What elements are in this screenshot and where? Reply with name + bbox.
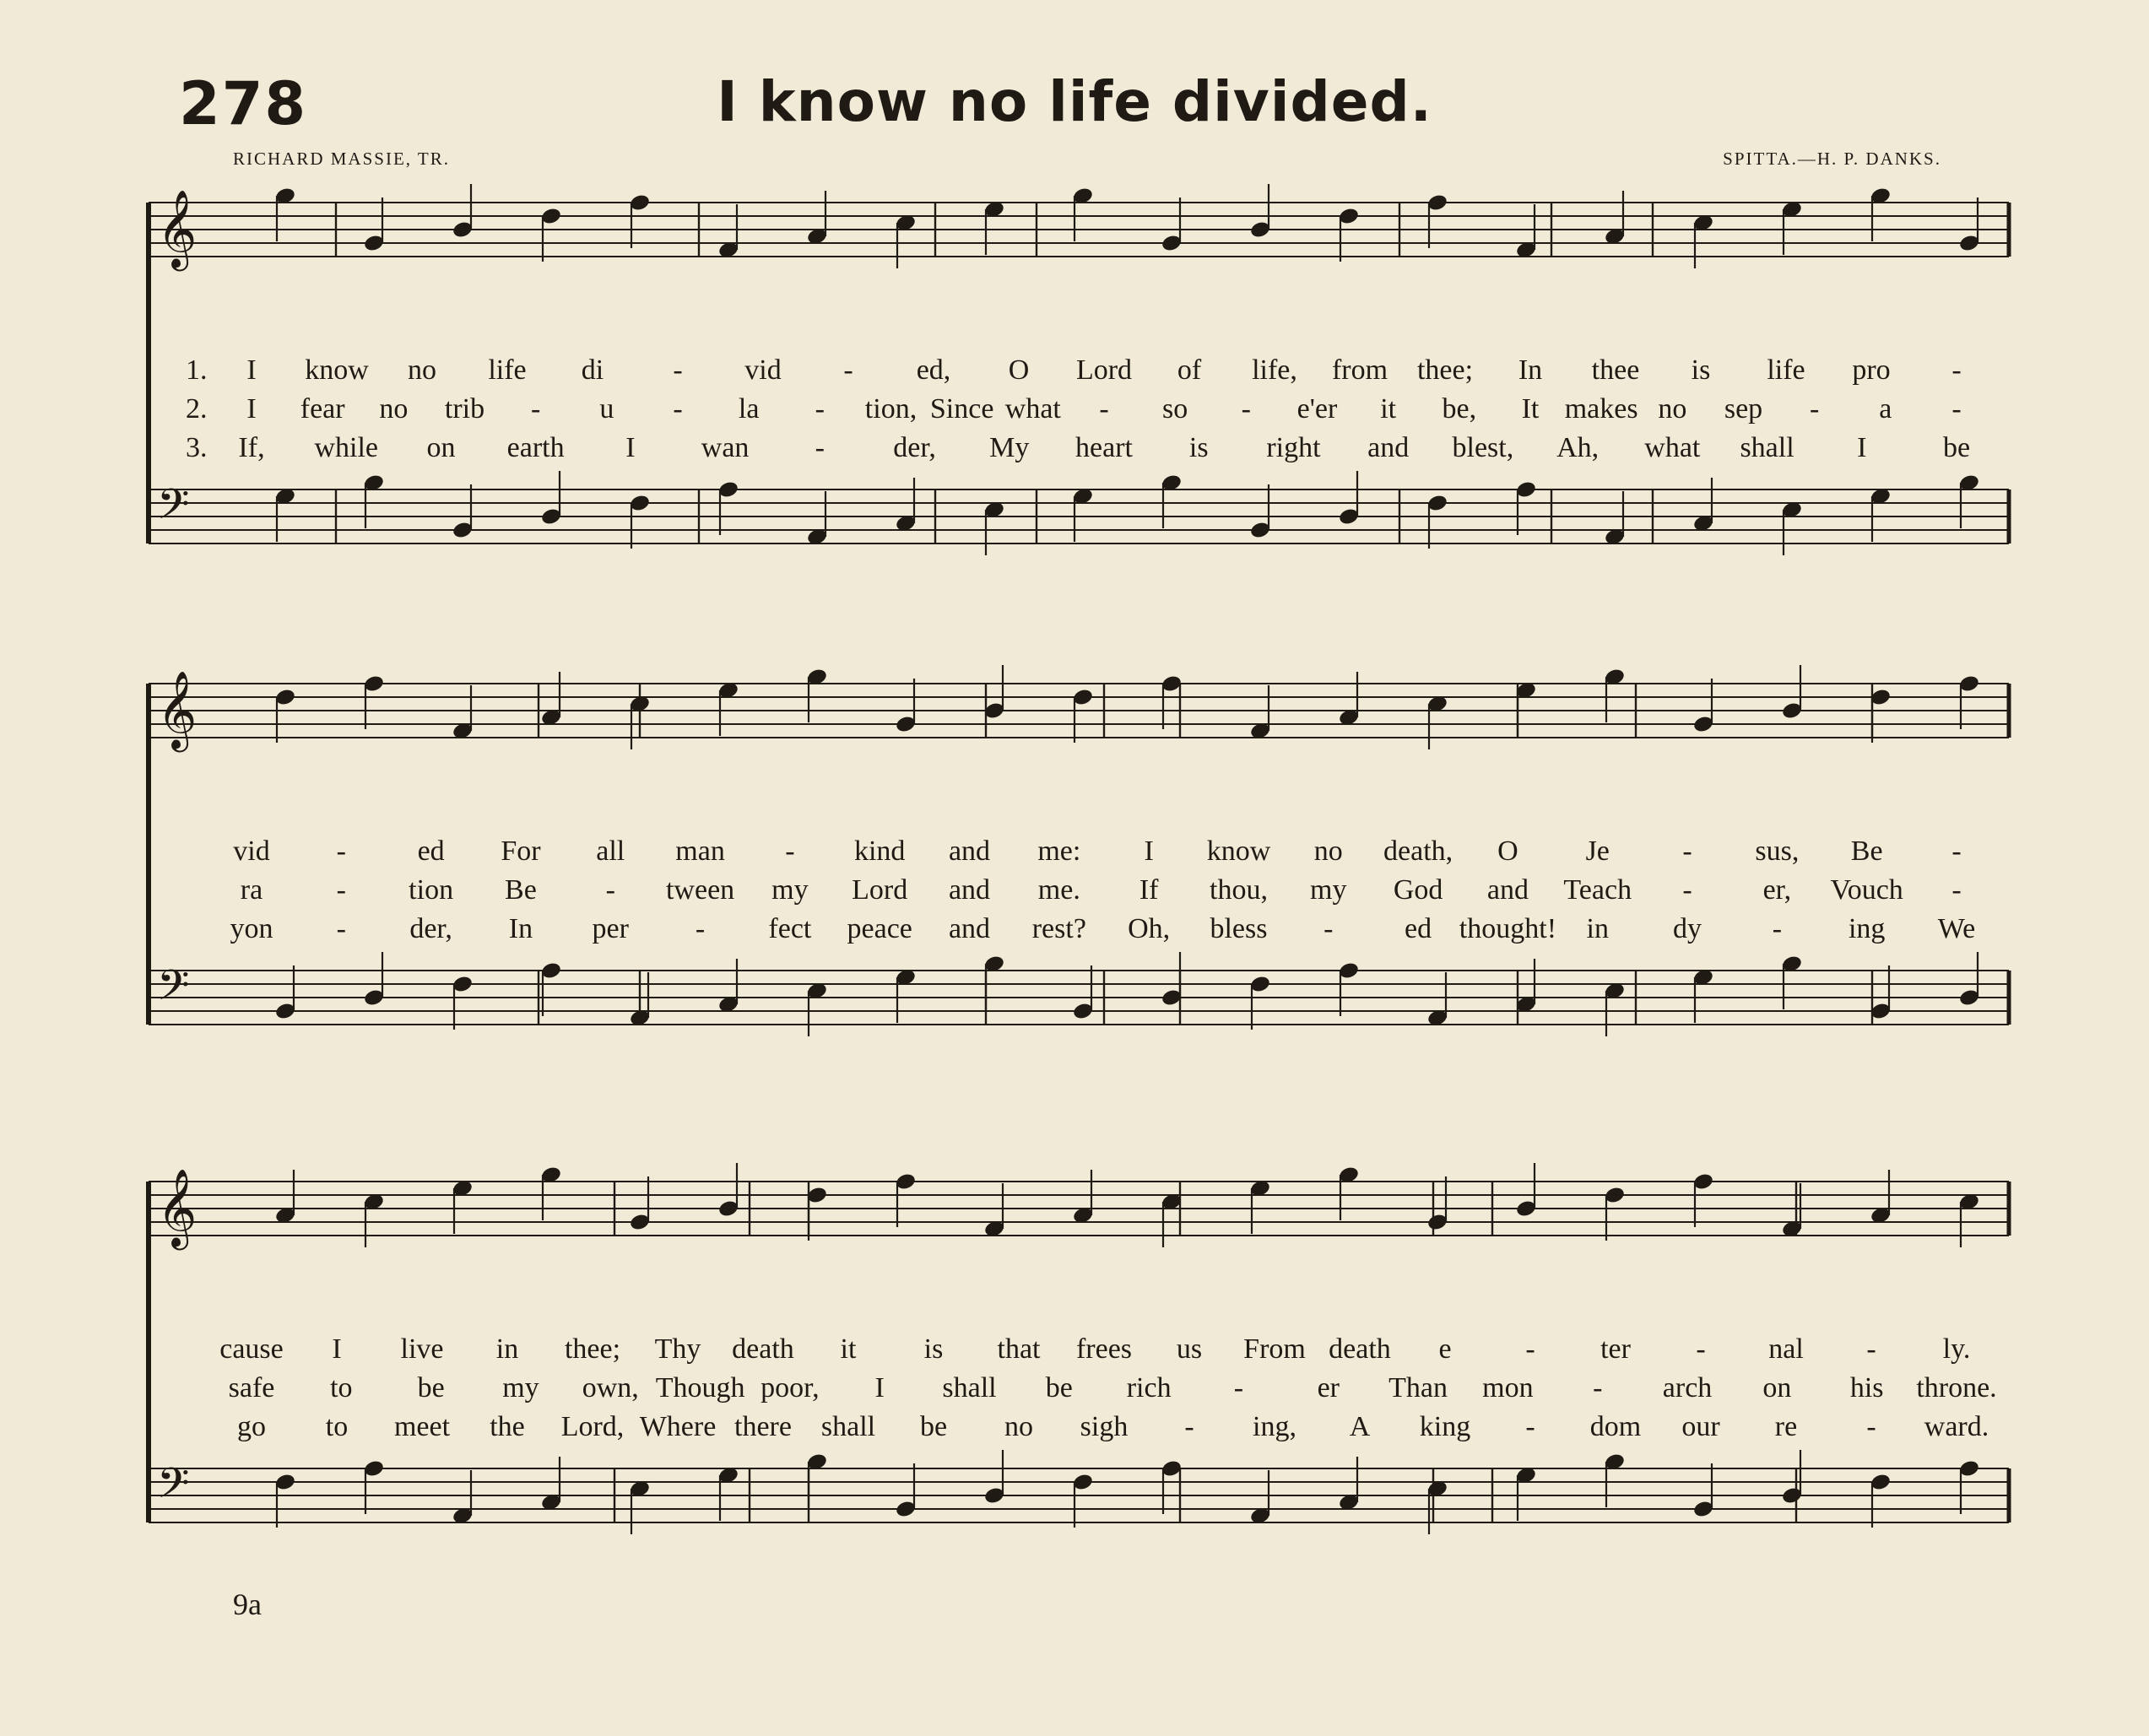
lyric-syllable: sep: [1724, 393, 1763, 425]
lyric-syllable: go: [237, 1411, 266, 1442]
lyric-line: [142, 1333, 2016, 1372]
lyric-syllable: -: [1525, 1411, 1535, 1442]
lyric-syllable: all: [596, 836, 625, 867]
lyric-syllable: life,: [1252, 354, 1297, 386]
lyric-syllable: be: [417, 1372, 445, 1403]
lyric-syllable: sigh: [1080, 1411, 1129, 1442]
lyric-syllable: -: [815, 432, 825, 463]
lyric-syllable: I: [1144, 836, 1154, 867]
lyric-syllable: e'er: [1296, 393, 1338, 425]
lyric-syllable: it: [1380, 393, 1397, 425]
treble-clef-icon: 𝄞: [157, 189, 198, 268]
lyric-syllable: Ah,: [1556, 432, 1600, 463]
lyric-syllable: from: [1331, 354, 1388, 386]
lyric-syllable: thou,: [1209, 874, 1268, 906]
lyric-syllable: vid: [233, 836, 270, 867]
lyric-syllable: ward.: [1924, 1411, 1989, 1442]
lyric-syllable: pro: [1852, 354, 1891, 386]
lyric-syllable: ed: [417, 836, 445, 867]
lyric-syllable: dy: [1673, 913, 1702, 944]
lyric-syllable: what: [1004, 393, 1061, 425]
lyric-syllable: to: [330, 1372, 353, 1403]
lyric-syllable: on: [1762, 1372, 1792, 1403]
lyric-syllable: Oh,: [1128, 913, 1171, 944]
lyric-syllable: and: [1367, 432, 1410, 463]
lyric-syllable: re: [1774, 1411, 1798, 1442]
lyric-syllable: bless: [1210, 913, 1268, 944]
lyric-line: [142, 913, 2016, 952]
treble-staff: [149, 1182, 2009, 1236]
verse-number: 3.: [186, 432, 208, 463]
lyric-syllable: Thy: [654, 1333, 701, 1365]
lyric-syllable: of: [1177, 354, 1202, 386]
lyric-line: [142, 393, 2016, 432]
treble-staff: [149, 203, 2009, 257]
hymn-number: 278: [179, 69, 308, 138]
music-system-2: [142, 658, 2016, 1097]
lyric-syllable: meet: [393, 1411, 451, 1442]
lyric-syllable: -: [1593, 1372, 1603, 1403]
lyric-syllable: be: [1942, 432, 1971, 463]
lyric-syllable: God: [1393, 874, 1443, 906]
lyric-syllable: frees: [1075, 1333, 1133, 1365]
lyric-syllable: u: [599, 393, 614, 425]
lyric-syllable: Vouch: [1830, 874, 1903, 906]
lyric-syllable: be: [1045, 1372, 1073, 1403]
lyric-syllable: Though: [655, 1372, 745, 1403]
lyric-syllable: I: [625, 432, 636, 463]
lyric-syllable: me.: [1037, 874, 1080, 906]
lyric-syllable: us: [1176, 1333, 1203, 1365]
lyric-syllable: In: [508, 913, 533, 944]
lyric-syllable: shall: [1740, 432, 1794, 463]
lyric-syllable: death,: [1383, 836, 1453, 867]
lyric-syllable: heart: [1075, 432, 1133, 463]
lyric-syllable: is: [1188, 432, 1209, 463]
lyric-syllable: If: [1139, 874, 1159, 906]
lyric-syllable: in: [1586, 913, 1609, 944]
lyric-syllable: live: [400, 1333, 444, 1365]
lyric-syllable: -: [1866, 1411, 1876, 1442]
lyric-syllable: is: [923, 1333, 944, 1365]
verse-number: 2.: [186, 393, 208, 425]
lyric-syllable: tion,: [864, 393, 918, 425]
lyric-line: [142, 1411, 2016, 1450]
lyric-syllable: me:: [1037, 836, 1081, 867]
lyric-line: [142, 874, 2016, 913]
lyric-syllable: mon: [1482, 1372, 1534, 1403]
lyric-syllable: Than: [1388, 1372, 1448, 1403]
lyric-syllable: -: [1951, 874, 1962, 906]
lyric-syllable: der,: [893, 432, 936, 463]
lyric-syllable: own,: [582, 1372, 639, 1403]
lyric-syllable: on: [426, 432, 456, 463]
lyric-syllable: -: [673, 354, 683, 386]
lyric-syllable: -: [843, 354, 853, 386]
lyric-syllable: -: [1866, 1333, 1876, 1365]
lyric-syllable: nal: [1768, 1333, 1804, 1365]
lyric-syllable: makes: [1564, 393, 1638, 425]
lyric-syllable: -: [673, 393, 683, 425]
lyric-syllable: la: [738, 393, 760, 425]
lyric-syllable: thought!: [1459, 913, 1557, 944]
lyric-syllable: O: [1497, 836, 1518, 867]
lyric-syllable: there: [734, 1411, 792, 1442]
lyric-syllable: death: [1329, 1333, 1391, 1365]
lyric-syllable: be,: [1442, 393, 1477, 425]
lyric-syllable: right: [1266, 432, 1321, 463]
lyric-syllable: -: [695, 913, 706, 944]
lyric-syllable: ed: [1405, 913, 1432, 944]
lyric-syllable: -: [1951, 354, 1962, 386]
lyric-syllable: ter: [1600, 1333, 1631, 1365]
lyric-syllable: in: [495, 1333, 519, 1365]
lyric-syllable: Since: [929, 393, 994, 425]
lyric-syllable: life: [1767, 354, 1805, 386]
lyric-syllable: Je: [1585, 836, 1610, 867]
lyric-syllable: fect: [768, 913, 812, 944]
treble-clef-icon: 𝄞: [157, 1168, 198, 1247]
lyric-syllable: trib: [444, 393, 485, 425]
lyric-syllable: -: [1099, 393, 1109, 425]
lyric-syllable: to: [325, 1411, 349, 1442]
lyric-syllable: Be: [1850, 836, 1883, 867]
lyric-syllable: life: [488, 354, 527, 386]
lyric-syllable: Where: [639, 1411, 717, 1442]
lyric-syllable: di: [581, 354, 604, 386]
hymn-title: I know no life divided.: [717, 69, 1432, 134]
lyric-syllable: If,: [238, 432, 265, 463]
lyric-syllable: blest,: [1452, 432, 1514, 463]
lyric-syllable: er,: [1762, 874, 1792, 906]
lyric-syllable: dom: [1589, 1411, 1642, 1442]
lyric-syllable: and: [948, 913, 991, 944]
page-footer-mark: 9a: [233, 1587, 262, 1621]
lyric-syllable: safe: [228, 1372, 275, 1403]
lyric-syllable: In: [1518, 354, 1543, 386]
treble-clef-icon: 𝄞: [157, 670, 198, 749]
lyric-syllable: Be: [505, 874, 537, 906]
lyric-syllable: O: [1008, 354, 1030, 386]
words-credit: RICHARD MASSIE, TR.: [233, 149, 450, 169]
lyric-syllable: I: [246, 354, 257, 386]
lyric-syllable: Lord: [1075, 354, 1133, 386]
lyric-syllable: thee: [1591, 354, 1640, 386]
lyric-syllable: while: [314, 432, 378, 463]
lyric-syllable: his: [1849, 1372, 1884, 1403]
lyric-syllable: e: [1438, 1333, 1452, 1365]
lyric-syllable: be: [919, 1411, 948, 1442]
lyric-syllable: my: [1310, 874, 1347, 906]
lyric-syllable: shall: [942, 1372, 997, 1403]
lyric-syllable: fear: [300, 393, 345, 425]
lyric-syllable: -: [1951, 393, 1962, 425]
lyric-syllable: For: [501, 836, 541, 867]
lyric-syllable: It: [1521, 393, 1540, 425]
lyric-syllable: -: [1525, 1333, 1535, 1365]
lyric-syllable: shall: [820, 1411, 876, 1442]
lyric-syllable: king: [1419, 1411, 1471, 1442]
verse-number: 1.: [186, 354, 208, 386]
lyric-syllable: no: [1004, 1411, 1033, 1442]
lyric-syllable: no: [1313, 836, 1343, 867]
lyric-syllable: -: [1184, 1411, 1194, 1442]
lyric-syllable: kind: [853, 836, 906, 867]
lyric-syllable: my: [502, 1372, 539, 1403]
music-system-3: [142, 1156, 2016, 1595]
lyric-syllable: and: [948, 836, 991, 867]
lyric-syllable: sus,: [1755, 836, 1800, 867]
lyric-syllable: -: [1324, 913, 1334, 944]
lyric-syllable: thee;: [1416, 354, 1474, 386]
lyric-syllable: what: [1644, 432, 1701, 463]
lyric-syllable: I: [1857, 432, 1867, 463]
lyric-syllable: rest?: [1031, 913, 1086, 944]
lyric-syllable: the: [490, 1411, 525, 1442]
lyric-syllable: -: [336, 913, 346, 944]
lyric-syllable: yon: [230, 913, 273, 944]
lyric-line: [142, 354, 2016, 393]
lyric-syllable: My: [989, 432, 1030, 463]
lyric-syllable: is: [1691, 354, 1711, 386]
lyric-syllable: earth: [506, 432, 565, 463]
lyric-syllable: know: [1206, 836, 1271, 867]
bass-clef-icon: 𝄢: [157, 480, 190, 539]
lyric-syllable: tween: [665, 874, 735, 906]
lyric-syllable: ra: [240, 874, 263, 906]
lyric-syllable: er: [1317, 1372, 1340, 1403]
lyric-syllable: -: [1682, 874, 1692, 906]
lyric-syllable: -: [530, 393, 541, 425]
lyric-syllable: no: [379, 393, 409, 425]
lyric-syllable: ly.: [1942, 1333, 1971, 1365]
lyric-syllable: our: [1681, 1411, 1720, 1442]
lyric-syllable: cause: [219, 1333, 284, 1365]
lyric-syllable: throne.: [1916, 1372, 1997, 1403]
lyric-syllable: -: [1696, 1333, 1706, 1365]
lyric-syllable: death: [732, 1333, 794, 1365]
lyric-line: [142, 836, 2016, 874]
lyric-syllable: -: [1682, 836, 1692, 867]
bass-clef-icon: 𝄢: [157, 1459, 190, 1518]
lyric-syllable: Lord,: [560, 1411, 625, 1442]
lyric-syllable: -: [1772, 913, 1783, 944]
lyric-syllable: and: [948, 874, 991, 906]
lyric-syllable: arch: [1662, 1372, 1713, 1403]
lyric-syllable: my: [771, 874, 809, 906]
lyric-syllable: Teach: [1563, 874, 1632, 906]
lyric-syllable: der,: [409, 913, 452, 944]
lyric-syllable: Lord: [852, 874, 908, 906]
lyric-syllable: that: [997, 1333, 1041, 1365]
lyric-syllable: -: [336, 874, 346, 906]
lyric-syllable: man: [675, 836, 725, 867]
lyric-syllable: -: [1241, 393, 1251, 425]
lyric-syllable: ing: [1848, 913, 1886, 944]
lyric-syllable: -: [336, 836, 346, 867]
lyric-syllable: peace: [847, 913, 912, 944]
lyric-syllable: wan: [701, 432, 750, 463]
lyric-syllable: We: [1937, 913, 1976, 944]
lyric-syllable: -: [785, 836, 795, 867]
lyric-syllable: From: [1243, 1333, 1306, 1365]
lyric-syllable: -: [605, 874, 615, 906]
lyric-syllable: -: [815, 393, 825, 425]
lyric-syllable: know: [305, 354, 369, 386]
tune-credit: SPITTA.—H. P. DANKS.: [1723, 149, 1941, 169]
lyric-syllable: ing,: [1253, 1411, 1296, 1442]
lyric-syllable: it: [840, 1333, 857, 1365]
lyric-syllable: A: [1349, 1411, 1371, 1442]
lyric-syllable: per: [592, 913, 629, 944]
lyric-syllable: a: [1879, 393, 1892, 425]
bass-clef-icon: 𝄢: [157, 961, 190, 1020]
lyric-syllable: -: [1951, 836, 1962, 867]
lyric-syllable: and: [1486, 874, 1529, 906]
lyric-syllable: so: [1162, 393, 1188, 425]
lyric-syllable: no: [408, 354, 436, 386]
lyric-syllable: vid: [744, 354, 782, 386]
lyric-syllable: poor,: [761, 1372, 820, 1403]
lyric-syllable: ed,: [916, 354, 951, 386]
lyric-syllable: -: [1233, 1372, 1244, 1403]
lyric-syllable: I: [246, 393, 257, 425]
lyric-line: [142, 1372, 2016, 1411]
lyric-syllable: I: [332, 1333, 342, 1365]
lyric-line: [142, 432, 2016, 471]
lyric-syllable: tion: [409, 874, 454, 906]
lyric-syllable: thee;: [564, 1333, 621, 1365]
lyric-syllable: I: [874, 1372, 885, 1403]
lyric-syllable: -: [1809, 393, 1820, 425]
music-system-1: [142, 177, 2016, 616]
lyric-syllable: no: [1658, 393, 1687, 425]
lyric-syllable: rich: [1126, 1372, 1172, 1403]
